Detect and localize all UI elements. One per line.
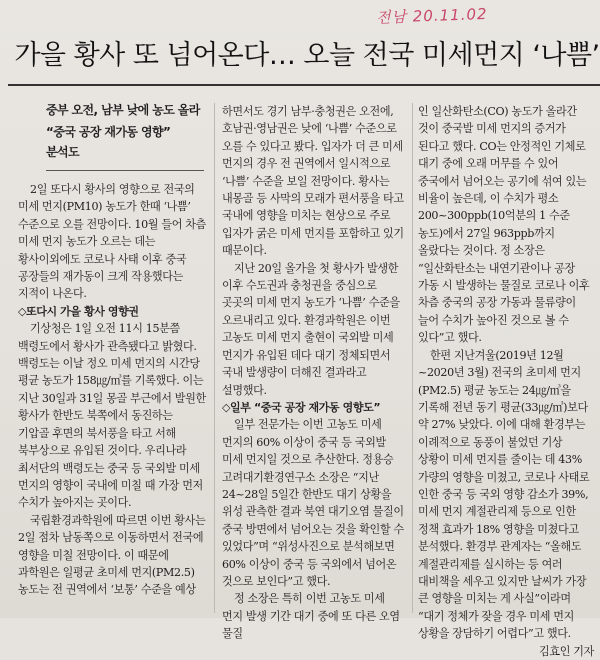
article-column-3: [418, 103, 594, 658]
paragraph: 한편 지난겨울(2019년 12월~2020년 3월) 전국의 초미세 먼지(PM2.5) 평균 농도는 24㎍/㎥을 기록해 전년 동기 평균(33㎍/㎥)보다 약 27% 낮았다. 이에 대해 환경부는 이례적으로 동풍이 불었던 기상 상황이 미세 먼지를 줄이는 데 43%가량의 영향을 미쳤고, 코로나 사태로 인한 중국 등 국외 영향 감소가 39%, 미세 먼지 계절관리제 등으로 인한 정책 효과가 18% 영향을 미쳤다고 분석했다. 환경부 관계자는 “올해도 계절관리제를 실시하는 등 여러 대비책을 세우고 있지만 날씨가 가장 큰 영향을 미치는 게 사실”이라며 “대기 정체가 잦을 경우 미세 먼지 상황을 장담하기 어렵다”고 했다.: [418, 348, 590, 641]
subheadline: “중국 공장 재가동 영향” 분석도: [46, 125, 171, 159]
article-headline: 가을 황사 또 넘어온다… 오늘 전국 미세먼지 ‘나쁨’: [14, 40, 600, 71]
column-divider: [412, 103, 413, 613]
subheadline: 중부 오전, 남부 낮에 농도 올라: [46, 103, 200, 117]
headline-divider: [8, 84, 600, 86]
subheadline-divider: [46, 170, 204, 171]
paragraph: 일부 전문가는 이번 고농도 미세 먼지의 60% 이상이 중국 등 국외발 미세 먼지일 것으로 추산한다. 정용승 고려대기환경연구소 소장은 “지난 24~28일 5일간 한반도 대기 상황을 위성 관측한 결과 북연 대기오염 물질이 중국 방면에서 넘어오는 것을 확인할 수 있었다”며 “위성사진으로 분석해보면 60% 이상이 중국 등 국외에서 넘어온 것으로 보인다”고 했다.: [222, 418, 404, 588]
paragraph: 하면서도 경기 남부·충청권은 오전에, 호남권·영남권은 낮에 ‘나쁨’ 수준으로 오를 수 있다고 봤다. 입자가 더 큰 미세 먼지의 경우 전 권역에서 일시적으로 ‘나쁨’ 수준을 보일 전망이다. 황사는 내몽골 등 사막의 모래가 편서풍을 타고 국내에 영향을 미치는 현상으로 주로 입자가 굵은 미세 먼지를 포함하고 있기 때문이다.: [222, 105, 404, 258]
column-divider: [214, 103, 215, 613]
paragraph: 지난 20일 올가을 첫 황사가 발생한 이후 수도권과 충청권을 중심으로 곳곳의 미세 먼지 농도가 ‘나쁨’ 수준을 오르내리고 있다. 환경과학원은 이번 고농도 미세 먼지 출현이 국외발 미세 먼지가 유입된 데다 대기 정체되면서 국내 발생량이 더해진 결과라고 설명했다.: [222, 261, 400, 397]
section-heading: ◇일부 “중국 공장 재가동 영향도”: [222, 400, 381, 414]
byline: 김효인 기자: [538, 644, 594, 658]
paragraph: 2일 또다시 황사의 영향으로 전국의 미세 먼지(PM10) 농도가 한때 ‘나쁨’ 수준으로 오를 전망이다. 10월 들어 차츰 미세 먼지 농도가 오르는 데는 황사이외에도 코로나 사태 이후 중국 공장들의 재가동이 크게 작용했다는 지적이 나온다.: [18, 183, 206, 301]
paragraph: 기상청은 1일 오전 11시 15분쯤 백령도에서 황사가 관측됐다고 밝혔다. 백령도는 이날 정오 미세 먼지의 시간당 평균 농도가 158㎍/㎥를 기록했다. 이는 지난 30일과 31일 몽골 부근에서 발원한 황사가 한반도 북쪽에서 동진하는 기압골 후면의 북서풍을 타고 서해 북부상으로 유입된 것이다. 우리나라 최서단의 백령도는 중국 등 국외발 미세 먼지의 영향이 국내에 미칠 때 가장 먼저 수치가 높아지는 곳이다.: [18, 322, 206, 510]
paragraph: 인 일산화탄소(CO) 농도가 올라간 것이 중국발 미세 먼지의 증거가 된다고 했다. CO는 안정적인 기체로 대기 중에 오래 머무를 수 있어 중국에서 넘어오는 공기에 섞여 있는 비율이 높은데, 이 수치가 평소 200~300ppb(10억분의 1 수준 농도)에서 27일 963ppb까지 올랐다는 것이다. 정 소장은 “일산화탄소는 내연기관이나 공장 가동 시 발생하는 물질로 코로나 이후 차츰 중국의 공장 가동과 물류량이 늘어 수치가 높아진 것으로 볼 수 있다”고 했다.: [418, 105, 590, 345]
date-stamp: 전남 20.11.02: [375, 4, 488, 27]
paragraph: 국립환경과학원에 따르면 이번 황사는 2일 점차 남동쪽으로 이동하면서 전국에 영향을 미칠 전망이다. 이 때문에 과학원은 일평균 초미세 먼지(PM2.5) 농도는 전 권역에서 ‘보통’ 수준을 예상: [18, 513, 206, 597]
section-heading: ◇또다시 가을 황사 영향권: [18, 304, 139, 318]
article-column-1: [18, 98, 206, 618]
article-column-2: [222, 103, 408, 641]
paragraph: 정 소장은 특히 이번 고농도 미세 먼지 발생 기간 대기 중에 또 다른 오염 물질: [222, 592, 400, 641]
